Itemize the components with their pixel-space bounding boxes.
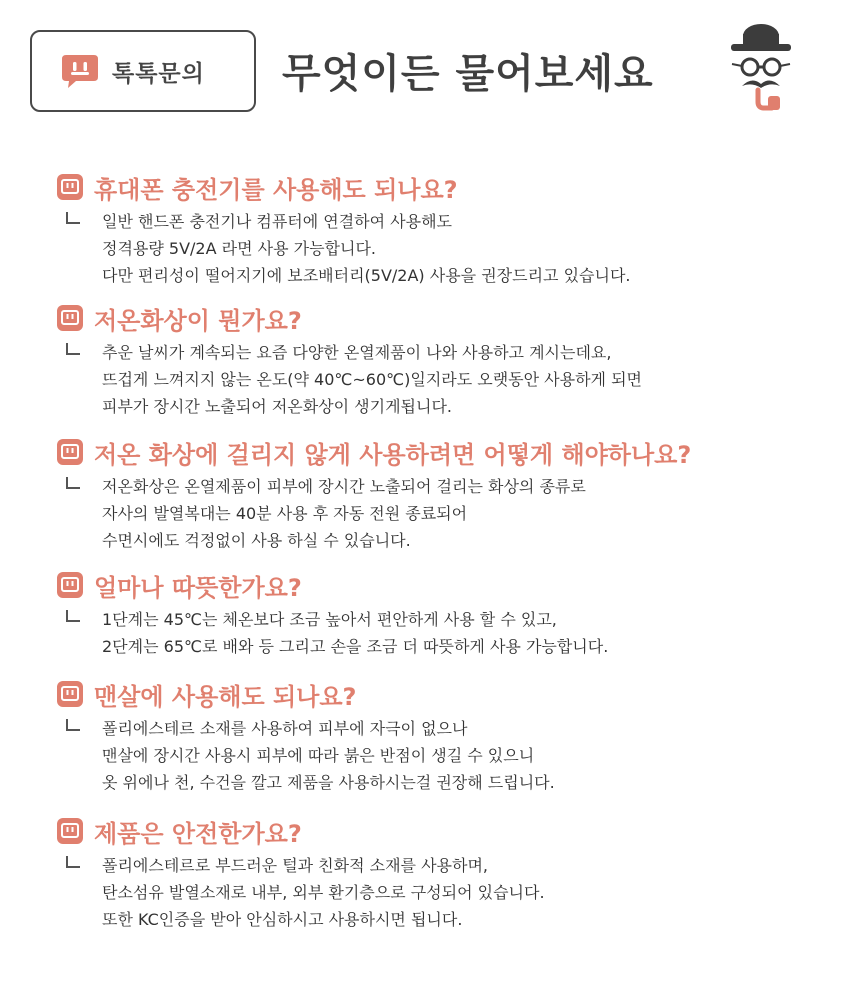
faq-question: 저온화상이 뭔가요? [94,306,302,335]
answer-line: 또한 KC인증을 받아 안심하시고 사용하시면 됩니다. [102,910,463,929]
faq-answer [56,715,816,796]
reply-arrow-icon [66,343,80,355]
reply-arrow-icon [66,212,80,224]
answer-line: 폴리에스테르로 부드러운 털과 친화적 소재를 사용하며, [102,856,489,875]
faq-question-row[interactable] [56,170,816,204]
faq-question-row[interactable] [56,301,816,335]
faq-answer [56,852,816,933]
faq-item [56,677,816,796]
faq-question: 맨살에 사용해도 되나요? [94,682,357,711]
badge-label: 톡톡문의 [112,60,205,87]
chat-bubble-icon [56,680,84,708]
faq-question: 얼마나 따뜻한가요? [94,573,302,602]
reply-arrow-icon [66,856,80,868]
gentleman-hat-mustache-icon [728,24,794,112]
answer-line: 추운 날씨가 계속되는 요즘 다양한 온열제품이 나와 사용하고 계시는데요, [102,343,612,362]
page-header [0,0,860,130]
faq-item [56,814,816,933]
faq-question-row[interactable] [56,677,816,711]
chat-bubble-icon [56,173,84,201]
faq-question-row[interactable] [56,568,816,602]
answer-line: 탄소섬유 발열소재로 내부, 외부 환기층으로 구성되어 있습니다. [102,883,545,902]
faq-item [56,568,816,660]
talk-inquiry-badge[interactable] [30,30,256,112]
faq-question-row[interactable] [56,435,816,469]
faq-item [56,301,816,420]
answer-line: 저온화상은 온열제품이 피부에 장시간 노출되어 걸리는 화상의 종류로 [102,477,586,496]
answer-line: 옷 위에나 천, 수건을 깔고 제품을 사용하시는걸 권장해 드립니다. [102,773,555,792]
answer-line: 맨살에 장시간 사용시 피부에 따라 붉은 반점이 생길 수 있으니 [102,746,535,765]
chat-bubble-icon [56,304,84,332]
chat-bubble-icon [56,571,84,599]
chat-bubble-icon [56,438,84,466]
faq-item [56,435,816,554]
page-title: 무엇이든 물어보세요 [282,51,654,97]
faq-answer [56,473,816,554]
chat-bubble-icon [56,817,84,845]
speech-bubble-icon [60,51,100,91]
reply-arrow-icon [66,719,80,731]
faq-answer [56,606,816,660]
faq-question: 휴대폰 충전기를 사용해도 되나요? [94,175,458,204]
answer-line: 다만 편리성이 떨어지기에 보조배터리(5V/2A) 사용을 권장드리고 있습니다. [102,266,631,285]
faq-answer [56,339,816,420]
faq-answer [56,208,816,289]
faq-question: 저온 화상에 걸리지 않게 사용하려면 어떻게 해야하나요? [94,440,692,469]
faq-item [56,170,816,289]
faq-question-row[interactable] [56,814,816,848]
answer-line: 2단계는 65℃로 배와 등 그리고 손을 조금 더 따뜻하게 사용 가능합니다. [102,637,609,656]
reply-arrow-icon [66,610,80,622]
answer-line: 피부가 장시간 노출되어 저온화상이 생기게됩니다. [102,397,453,416]
answer-line: 폴리에스테르 소재를 사용하여 피부에 자극이 없으나 [102,719,468,738]
faq-question: 제품은 안전한가요? [94,819,302,848]
answer-line: 정격용량 5V/2A 라면 사용 가능합니다. [102,239,376,258]
answer-line: 수면시에도 걱정없이 사용 하실 수 있습니다. [102,531,411,550]
answer-line: 1단계는 45℃는 체온보다 조금 높아서 편안하게 사용 할 수 있고, [102,610,557,629]
answer-line: 자사의 발열복대는 40분 사용 후 자동 전원 종료되어 [102,504,468,523]
answer-line: 일반 핸드폰 충전기나 컴퓨터에 연결하여 사용해도 [102,212,453,231]
reply-arrow-icon [66,477,80,489]
answer-line: 뜨겁게 느껴지지 않는 온도(약 40℃~60℃)일지라도 오랫동안 사용하게 되면 [102,370,643,389]
